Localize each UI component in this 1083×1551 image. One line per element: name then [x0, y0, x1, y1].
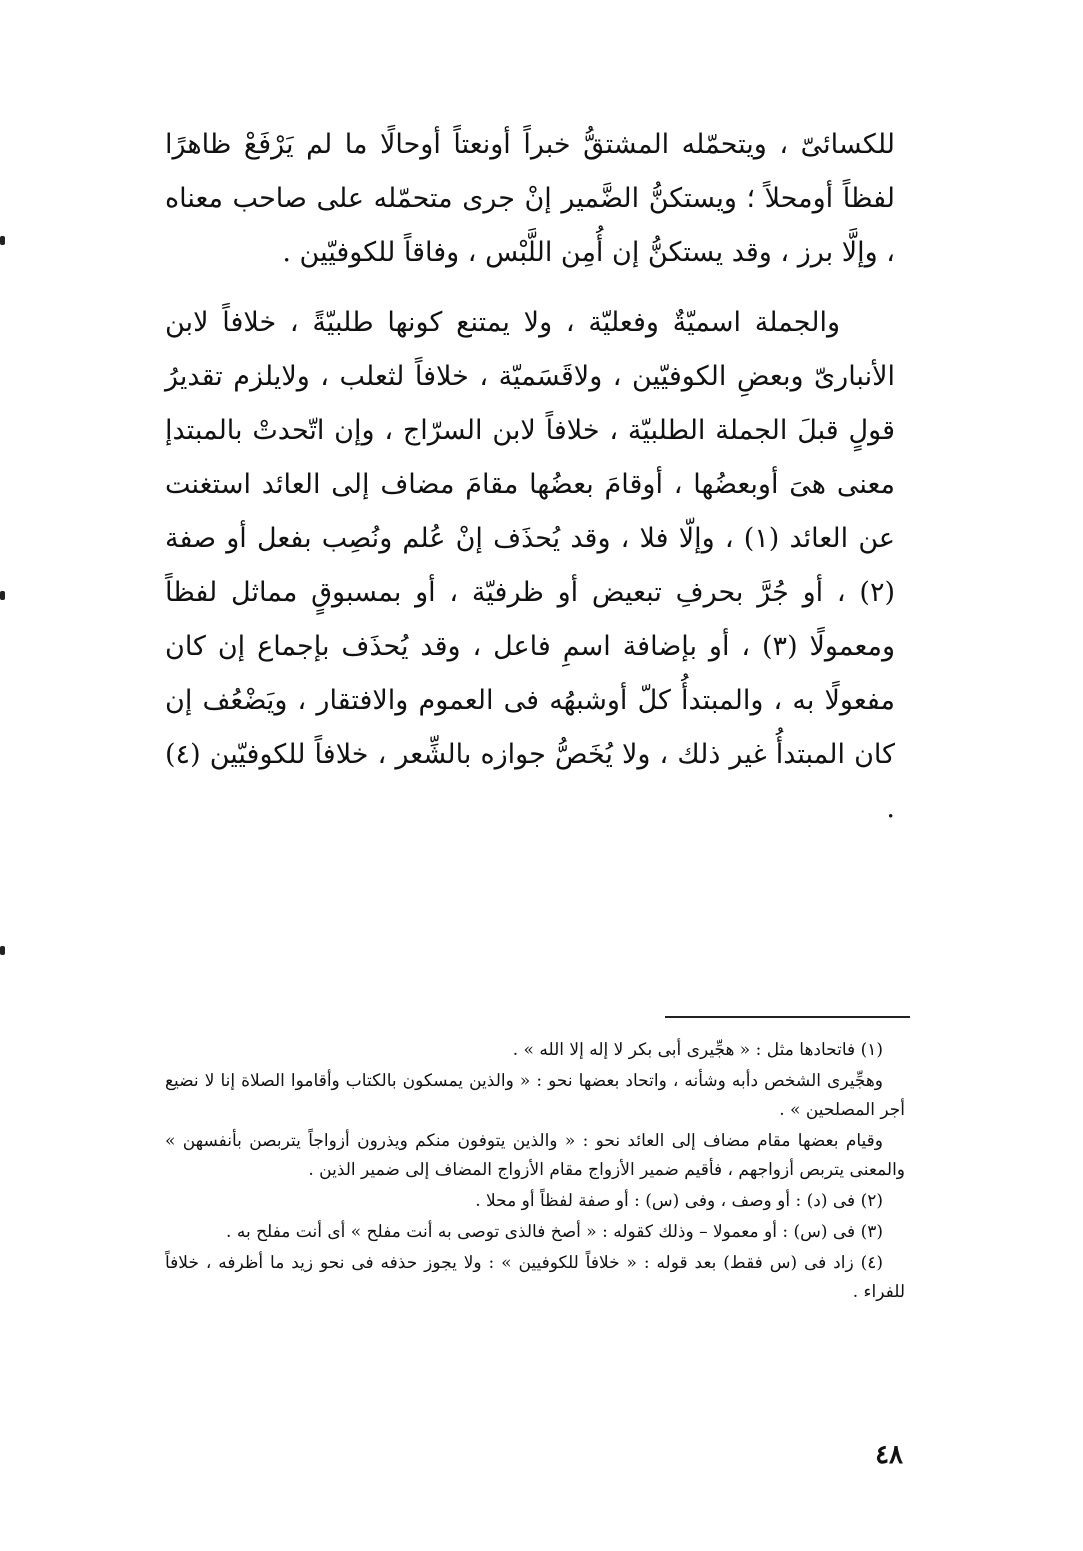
footnotes [165, 1036, 905, 1309]
scan-edge-mark [0, 236, 5, 245]
paragraph-1: للكسائىّ ، ويتحمّله المشتقُّ خبراً أونعتاً أوحالًا ما لم يَرْفَعْ ظاهرًا لفظاً أومحلاً ؛ ويستكنُّ الضَّمير إنْ جرى متحمّله على صاحب معناه ، وإلَّا برز ، وقد يستكنُّ إن أُمِن اللَّبْس ، وفاقاً للكوفيّين . [165, 129, 895, 268]
scan-edge-mark [0, 946, 5, 955]
scan-edge-mark [0, 591, 5, 600]
footnote-3: (٣) فى (س) : أو معمولا – وذلك كقوله : « أصخ فالذى توصى به أنت مفلح » أى أنت مفلح به . [226, 1222, 883, 1242]
page-number: ٤٨ [875, 1440, 903, 1470]
footnote-4: (٤) زاد فى (س فقط) بعد قوله : « خلافاً للكوفيين » : ولا يجوز حذفه فى نحو زيد ما أظرفه ، خلافاً للفراء . [165, 1253, 905, 1302]
paragraph-2: والجملة اسميّةٌ وفعليّة ، ولا يمتنع كونها طلبيّةً ، خلافاً لابن الأنبارىّ وبعضِ الكوفيّين ، ولاقَسَميّة ، خلافاً لثعلب ، ولايلزم تقديرُ قولٍ قبلَ الجملة الطلبيّة ، خلافاً لابن السرّاج ، وإن اتّحدتْ بالمبتدإ معنى هىَ أوبعضُها ، أوقامَ بعضُها مقامَ مضاف إلى العائد استغنت عن العائد (١) ، وإلّا فلا ، وقد يُحذَف إنْ عُلم ونُصِب بفعل أو صفة (٢) ، أو جُرَّ بحرفِ تبعيض أو ظرفيّة ، أو بمسبوقٍ مماثل لفظاً ومعمولًا (٣) ، أو بإضافة اسمِ فاعل ، وقد يُحذَف بإجماع إن كان مفعولًا به ، والمبتدأُ كلّ أوشبهُه فى العموم والافتقار ، ويَضْعُف إن كان المبتدأُ غير ذلك ، ولا يُخَصُّ جوازه بالشِّعر ، خلافاً للكوفيّين (٤) . [165, 307, 895, 824]
footnote-separator [665, 1016, 910, 1018]
main-text-block [165, 118, 895, 836]
footnote-2: (٢) فى (د) : أو وصف ، وفى (س) : أو صفة لفظاً أو محلا . [475, 1191, 883, 1211]
footnote-1-continued-a: وهجِّيرى الشخص دأبه وشأنه ، واتحاد بعضها نحو : « والذين يمسكون بالكتاب وأقاموا الصلاة إنا لا نضيع أجر المصلحين » . [165, 1071, 905, 1120]
footnote-1-continued-b: وقيام بعضها مقام مضاف إلى العائد نحو : « والذين يتوفون منكم ويذرون أزواجاً يتربصن بأنفسهن » والمعنى يتربص أزواجهم ، فأقيم ضمير الأزواج مقام الأزواج المضاف إلى ضمير الذين . [165, 1131, 905, 1180]
footnote-1: (١) فاتحادها مثل : « هجِّيرى أبى بكر لا إله إلا الله » . [512, 1040, 883, 1060]
